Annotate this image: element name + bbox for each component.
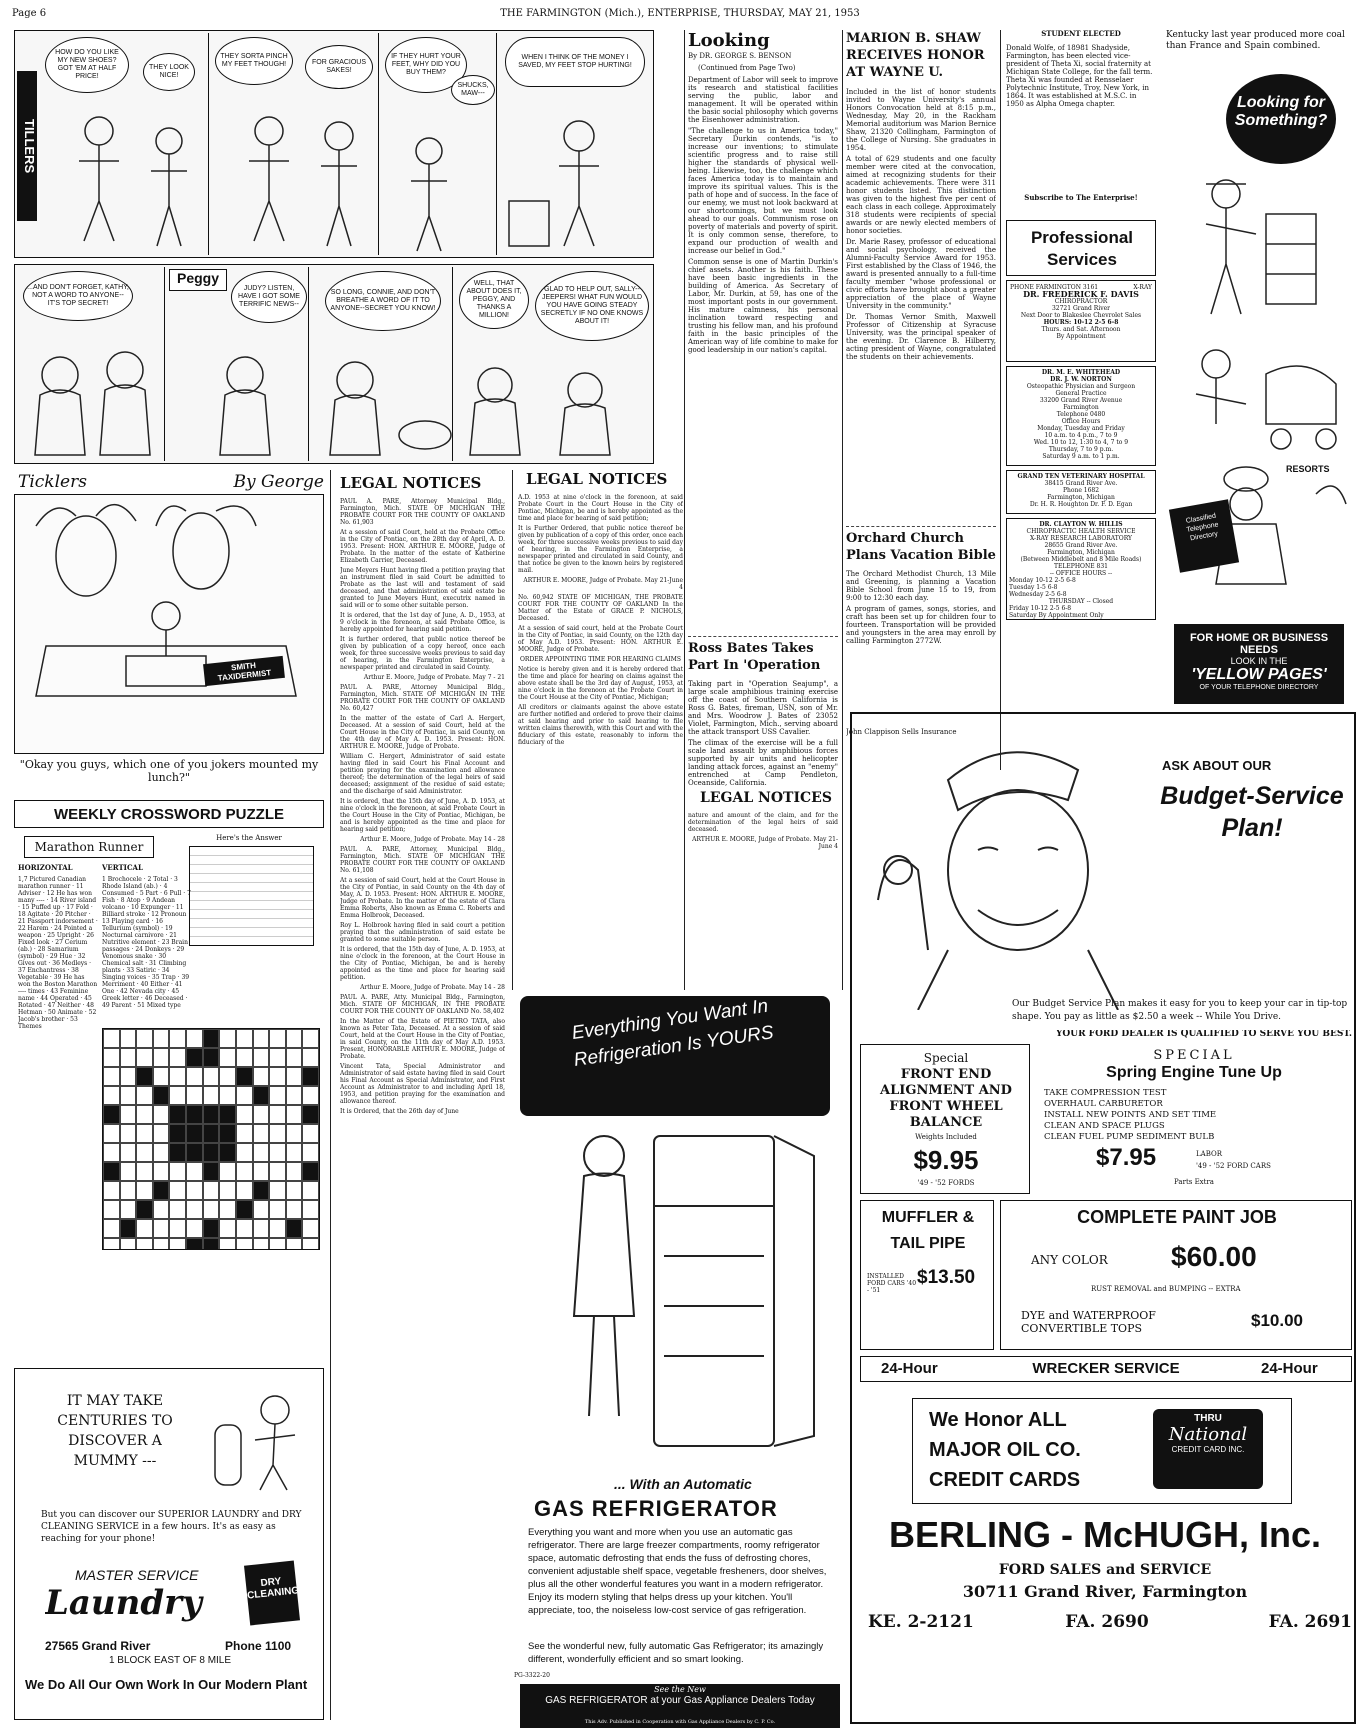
dry-cleaning-badge: DRY CLEANING bbox=[244, 1561, 300, 1626]
speech-bubble: SO LONG, CONNIE, AND DON'T BREATHE A WORD OF IT TO ANYONE--SECRET YOU KNOW! bbox=[325, 271, 441, 331]
legal-column-2: A.D. 1953 at nine o'clock in the forenoon, at said Probate Court in the Court House in the City of Pontiac, Michigan, be and is hereby appointed as the time and place for hearing of said petition; It is Further Ordered, that public notice thereof be given by publication of a copy of this order, once each week, for three successive weeks previous to said day of hearing, in the Farmington Enterprise, a newspaper printed and circulated in said County, and that notice be given to the known heirs by registered mail. ARTHUR E. MOORE, Judge of Probate. May 21-June 4 No. 60,942 STATE OF MICHIGAN, THE PROBATE COURT FOR THE COUNTY OF OAKLAND In the Matter of the Estate of GRACE P. NICHOLS, Deceased. At a session of said court, held at the Probate Court in the City of Pontiac, in said County, on the 12th day of May A.D. 1953. Present: HON. ARTHUR E. MOORE, Judge of Probate. ORDER APPOINTING TIME FOR HEARING CLAIMS Notice is hereby given and it is hereby ordered that the time and place for hearing on claims against the above estate shall be the 3rd day of August, 1953, at nine o'clock in the forenoon at the Probate Court in the Court House at the City of Pontiac, Michigan; All creditors or claimants against the above estate are further notified and ordered to prove their claims at said hearing and prior to said hearing to file written claims therewith, with this Court and with the fiduciary of this estate, reasonably to inform the fiduciary of the bbox=[518, 494, 683, 746]
article-byline: By DR. GEORGE S. BENSON bbox=[688, 52, 792, 60]
laundry-body: But you can discover our SUPERIOR LAUNDRY and DRY CLEANING SERVICE in a few hours. It's as easy as reaching for your phone! bbox=[41, 1510, 302, 1544]
legal-column-3: nature and amount of the claim, and for the determination of the legal heirs of said deceased. ARTHUR E. MOORE, Judge of Probate. May 21-June 4 bbox=[688, 812, 838, 850]
cartoon-drawing bbox=[16, 496, 322, 752]
refrigerator-product: GAS REFRIGERATOR bbox=[534, 1496, 778, 1521]
price-paint: $60.00 bbox=[1171, 1241, 1257, 1272]
yellow-pages-box: FOR HOME OR BUSINESS NEEDS LOOK IN THE 'YELLOW PAGES' OF YOUR TELEPHONE DIRECTORY bbox=[1174, 624, 1344, 704]
special-label: Special bbox=[923, 1051, 969, 1065]
fords-tuneup: '49 - '52 FORD CARS bbox=[1196, 1162, 1271, 1170]
davis-card: PHONE FARMINGTON 3161 X-RAY DR. FREDERICK F. DAVIS CHIROPRACTOR 32721 Grand River Next Door to Blakeslee Chevrolet Sales HOURS: 10-12 2-5 6-8 Thurs. and Sat. Afternoon By Appointment bbox=[1006, 280, 1156, 362]
price-dye: $10.00 bbox=[1251, 1311, 1303, 1330]
budget-body: Our Budget Service Plan makes it easy for you to keep your car in tip-top shape. You pay as little as $2.50 a week -- While You Drive. bbox=[1012, 999, 1348, 1022]
price-alignment: $9.95 bbox=[913, 1145, 979, 1175]
refrigerator-headline: Everything You Want In Refrigeration Is YOURS bbox=[520, 996, 830, 1116]
laundry-location: 1 BLOCK EAST OF 8 MILE bbox=[108, 1655, 232, 1666]
refrigerator-illustration bbox=[534, 1116, 824, 1466]
subscribe: Subscribe to The Enterprise! bbox=[1024, 194, 1138, 202]
national-card: THRU National CREDIT CARD INC. bbox=[1153, 1409, 1263, 1489]
shaw-body: Included in the list of honor students invited to Wayne University's annual Honors Convocation held at 8:15 p.m., Wednesday, May 20, in the Rackham Memorial auditorium was Marion Bernice Shaw, 21320 Collingham, Farmington of the College of Nursing. She graduates in 1954. A total of 629 students and one faculty member were cited at the convocation, aimed at recognizing students for their academic achievements. There were 311 honor students listed. This distinction was given to the highest five per cent of each class in each college. Approximately 318 students were recipients of special awards or are newly elected members of honor societies. Dr. Marie Rasey, professor of educational and social psychology, received the Alumni-Faculty Service Award for 1953. First established by the Class of 1946, the award is presented annually to a full-time faculty member "whose professional or civic efforts have brought about a greater appreciation of the place of Wayne University in the community." Dr. Thomas Vernor Smith, Maxwell Professor of Citizenship at Syracuse University, was the principal speaker of the evening. Dr. Clarence B. Hilberry, acting president of Wayne, congratulated the students on their achievements. bbox=[846, 88, 996, 361]
tuneup-items: TAKE COMPRESSION TEST OVERHAUL CARBURETOR INSTALL NEW POINTS AND SET TIME CLEAN AND SPACE PLUGS CLEAN FUEL PUMP SEDIMENT BULB bbox=[1044, 1088, 1217, 1142]
price-tuneup: $7.95 bbox=[1096, 1144, 1157, 1171]
shaw-title: MARION B. SHAW RECEIVES HONOR AT WAYNE U. bbox=[846, 31, 985, 80]
legal-heading-1: LEGAL NOTICES bbox=[340, 474, 482, 492]
comic-figures bbox=[15, 335, 654, 461]
muffler-title: MUFFLER & TAIL PIPE bbox=[881, 1209, 975, 1252]
horizontal-clues: 1,7 Pictured Canadian marathon runner · 11 Adviser · 12 He has won many ---- · 14 River island · 15 Puffed up · 17 Fold · 18 Agitate · 20 Pitcher · 21 Passport indorsement · 22 Harem · 24 Pointed a weapon · 25 Upright · 26 Fixed look · 27 Cerium (ab.) · 28 Samarium (symbol) · 29 Hue · 32 Gives out · 36 Medleys · 37 Enchantress · 38 Vegetable · 39 He has won the Boston Marathon ---- times · 43 Feminine name · 44 Operated · 45 Rotated · 47 Neither · 48 Hetman · 50 Animate · 52 Jacob's brother · 53 Themes bbox=[18, 876, 98, 1030]
wrecker-left: 24-Hour bbox=[881, 1360, 938, 1377]
divider bbox=[846, 526, 996, 528]
parts-extra: Parts Extra bbox=[1174, 1178, 1214, 1186]
wrecker-bar bbox=[860, 1356, 1352, 1382]
speech-bubble: HOW DO YOU LIKE MY NEW SHOES? GOT 'EM AT HALF PRICE! bbox=[45, 37, 129, 93]
refrigerator-body: Everything you want and more when you use an automatic gas refrigerator. There are large freezer compartments, roomy refrigerator space, automatic defrosting that ends the fuss of defrosting chores, convenient adjustable shelf space, vegetable fresheners, door shelves, plus all the other wonderful features you want in a modern refrigerator. Enjoy its modern styling that helps dress up your kitchen. You'll appreciate, too, the noiseless low-cost service of gas refrigeration. bbox=[528, 1527, 827, 1616]
baby-carriage-illustration bbox=[1166, 334, 1352, 454]
cartoon-byline: By George bbox=[233, 472, 324, 492]
article-body: Department of Labor will seek to improve its research and statistical facilities serving the public, labor and management. It will be operated within the basic social philosophy which governs the Eisenhower administration. "The challenge to us in America today," Secretary Durkin contends, "is to increase our inventions; to stimulate scientific progress and to raise still higher the standards of physical well-being. Likewise, too, the challenge which faces America today is to maintain and improve its spiritual values. This is the path of hope and of success. In the face of our enemy, we must not look backward at our shortcomings, but we must look ahead to our goals. Communism rose on poverty of materials and poverty of spirit. It is only common sense, therefore, to expand our production of wealth and increase our belief in God." Common sense is one of Martin Durkin's chief assets. Another is his faith. These have been basic ingredients in the building of America. As Secretary of Labor, Mr. Durkin, at 59, has one of the most important posts in our government. His mature calmness, his personal inclination toward respecting and trusting his fellow man, and his profound faith in the basic principles of the American way of life combine to make for good leadership in our nation's capital. bbox=[688, 76, 838, 354]
budget-plan: Budget-Service Plan! bbox=[1160, 782, 1344, 842]
strip-name: Peggy bbox=[169, 269, 227, 291]
ross-bates-title: Ross Bates Takes Part In 'Operation bbox=[688, 641, 821, 673]
vet-card: GRAND TEN VETERINARY HOSPITAL 38415 Grand River Ave. Phone 1682 Farmington, Michigan Dr. H. R. Houghton Dr. F. D. Egan bbox=[1006, 470, 1156, 514]
laundry-ad bbox=[14, 1368, 324, 1720]
cartoon-title: Ticklers bbox=[18, 472, 87, 492]
student-body: Donald Wolfe, of 18981 Shadyside, Farmington, has been elected vice-president of Theta Xi, social fraternity at Michigan State College, for the fall term. Theta Xi was founded at Rensselaer Polytechnic Institute, Troy, New York, in 1864. It was established at M.S.C. in 1950 as Alpha Omega chapter. bbox=[1006, 44, 1153, 108]
column-rule bbox=[684, 30, 685, 990]
mummy-illustration bbox=[205, 1385, 315, 1495]
phone-fa2: FA. 2691 bbox=[1268, 1612, 1352, 1632]
directory-book bbox=[1169, 499, 1239, 572]
laundry-brand-top: MASTER SERVICE bbox=[75, 1567, 199, 1583]
mechanic-illustration bbox=[858, 720, 1158, 1010]
whitehead-card: DR. M. E. WHITEHEAD DR. J. W. NORTON Osteopathic Physician and Surgeon General Practice 33200 Grand River Avenue Farmington Telephone 0480 Office Hours Monday, Tuesday and Friday 10 a.m. to 4 p.m., 7 to 9 Wed. 10 to 12, 1:30 to 4, 7 to 9 Thursday, 7 to 9 p.m. Saturday 9 a.m. to 1 p.m. bbox=[1006, 366, 1156, 466]
student-elected bbox=[1006, 30, 1156, 220]
divider bbox=[688, 636, 838, 638]
column-rule bbox=[1000, 30, 1001, 770]
vertical-label: VERTICAL bbox=[102, 864, 143, 872]
horizontal-label: HORIZONTAL bbox=[18, 864, 73, 872]
tuneup-box bbox=[1036, 1044, 1352, 1194]
alignment-box bbox=[860, 1044, 1030, 1194]
phone-fa1: FA. 2690 bbox=[1065, 1612, 1149, 1632]
masthead-title: THE FARMINGTON (Mich.), ENTERPRISE, THURSDAY, MAY 21, 1953 bbox=[500, 8, 860, 19]
cartoon-caption: "Okay you guys, which one of you jokers mounted my lunch?" bbox=[19, 758, 319, 784]
orchard-body: The Orchard Methodist Church, 13 Mile and Greening, is planning a Vacation Bible School from June 15 to 19, from 9:00 to 12:30 each day. A program of games, songs, stories, and craft has been set up for children four to fourteen. Transportation will be provided and youngsters in the area may enroll by calling Farmington 2772W. bbox=[846, 570, 996, 645]
page-number: Page 6 bbox=[12, 8, 47, 19]
banner-main: GAS REFRIGERATOR at your Gas Appliance Dealers Today bbox=[545, 1695, 815, 1706]
laundry-tagline: We Do All Our Own Work In Our Modern Plant bbox=[25, 1677, 308, 1692]
crossword-theme: Marathon Runner bbox=[24, 836, 154, 858]
column-rule bbox=[330, 470, 331, 1720]
legal-heading-2: LEGAL NOTICES bbox=[526, 470, 668, 488]
wrecker-service: WRECKER SERVICE bbox=[1032, 1360, 1180, 1377]
fords-alignment: '49 - '52 FORDS bbox=[917, 1179, 975, 1187]
ticklers-cartoon bbox=[14, 470, 324, 792]
speech-bubble: WHEN I THINK OF THE MONEY I SAVED, MY FEET STOP HURTING! bbox=[505, 37, 645, 87]
speech-bubble: ...AND DON'T FORGET, KATHY, NOT A WORD TO ANYONE--IT'S TOP SECRET! bbox=[23, 271, 133, 321]
rust-note: RUST REMOVAL and BUMPING -- EXTRA bbox=[1091, 1285, 1241, 1293]
vertical-clues: 1 Brochocele · 2 Total · 3 Rhode Island (ab.) · 4 Consumed · 5 Part · 6 Pull · 7 Fish · 8 Atop · 9 Andean volcano · 10 Expunger · 11 Billiard stroke · 12 Pronoun · 13 Playing card · 16 Tellurium (symbol) · 19 Nocturnal carnivore · 21 Nutritive element · 23 Brain passages · 24 Donkeys · 29 Venomous snake · 30 Chemical salt · 31 Climbing plants · 33 Satiric · 34 Singing voices · 35 Trap · 39 Merriment · 40 Either · 41 One · 42 Nevada city · 45 Greek letter · 46 Deceased · 49 Parent · 51 Mixed type bbox=[102, 876, 191, 1009]
speech-bubble: WELL, THAT ABOUT DOES IT, PEGGY, AND THANKS A MILLION! bbox=[459, 271, 529, 329]
paint-box bbox=[1000, 1200, 1352, 1350]
speech-bubble: GLAD TO HELP OUT, SALLY--JEEPERS! WHAT FUN WOULD YOU HAVE GOING STEADY SECRETLY IF NO ONE KNOWS ABOUT IT! bbox=[535, 271, 649, 341]
credit-card-box bbox=[912, 1398, 1292, 1504]
laundry-phone: Phone 1100 bbox=[225, 1639, 292, 1653]
crossword-title: WEEKLY CROSSWORD PUZZLE bbox=[14, 800, 324, 828]
answer-grid bbox=[189, 846, 314, 946]
article-title: Looking bbox=[688, 30, 770, 51]
paint-title: COMPLETE PAINT JOB bbox=[1077, 1207, 1277, 1227]
speech-bubble: IF THEY HURT YOUR FEET, WHY DID YOU BUY THEM? bbox=[385, 37, 467, 93]
speech-bubble: THEY LOOK NICE! bbox=[143, 53, 195, 91]
taxidermist-sign: SMITH TAXIDERMIST bbox=[203, 656, 285, 686]
gas-banner bbox=[520, 1684, 840, 1728]
legal-heading-3: LEGAL NOTICES bbox=[700, 790, 832, 806]
answer-label: Here's the Answer bbox=[216, 834, 282, 842]
laundry-brand: Laundry bbox=[45, 1583, 202, 1623]
delivery-man-illustration bbox=[1166, 164, 1352, 324]
refrigerator-body-2: See the wonderful new, fully automatic Gas Refrigerator; its amazingly different, wonderfully efficient and so smart looking. bbox=[528, 1641, 824, 1665]
student-title: STUDENT ELECTED bbox=[1041, 30, 1121, 38]
professional-title: Professional Services bbox=[1030, 228, 1134, 269]
speech-bubble: FOR GRACIOUS SAKES! bbox=[305, 45, 373, 89]
crossword bbox=[14, 800, 324, 1360]
article-continued: (Continued from Page Two) bbox=[698, 64, 796, 72]
muffler-box bbox=[860, 1200, 994, 1350]
phone-ke: KE. 2-2121 bbox=[868, 1612, 974, 1632]
legal-column-1: PAUL A. PARE, Attorney Municipal Bldg., Farmington, Mich. STATE OF MICHIGAN THE PROBATE COURT FOR THE COUNTY OF OAKLAND No. 61,903 At a session of said Court, held at the Probate Office in the City of Pontiac, on the 28th day of April, A. D. 1953. Present: HON. ARTHUR E. MOORE, Judge of Probate. In the matter of the estate of Katherine Elizabeth Carrier, Deceased. June Meyers Hunt having filed a petition praying that an instrument filed in said Court be admitted to Probate as the last will and testament of said deceased, and that administration of said estate be granted to June Meyers Hunt, executrix named in said will or to some other suitable person. It is ordered, that the 1st day of June, A. D., 1953, at 9 o'clock in the forenoon, at said Probate Office, is hereby appointed for hearing said petition. It is further ordered, that public notice thereof be given by publication of a copy hereof, once each week, for three successive weeks previous to said day of hearing, in the Farmington Enterprise, a newspaper printed and circulated in said County. Arthur E. Moore, Judge of Probate. May 7 - 21 PAUL A. PARE, Attorney Municipal Bldg., Farmington, Mich. STATE OF MICHIGAN IN THE PROBATE COURT FOR THE COUNTY OF OAKLAND No. 60,427 In the matter of the estate of Carl A. Hergert, Deceased. At a session of said Court, held at the Court House in the City of Pontiac, in said County, on the 4th day of May A. D. 1953. Present: HON. ARTHUR E. MOORE, Judge of Probate. William C. Hergert, Administrator of said estate having filed in said Court his Final Account and petition praying for the examination and allowance thereof; the determination of the legal heirs of said deceased; assignment of the residue of said estate; and the discharge of said Administrator. It is ordered, that the 15th day of June, A. D. 1953, at nine o'clock in the forenoon, at said Probate Court in the Court House in the City of Pontiac, Michigan, be and is hereby appointed as the time and place for hearing said petition; Arthur E. Moore, Judge of Probate. May 14 - 28 PAUL A. PARE, Attorney, Municipal Bldg., Farmington, Mich. STATE OF MICHIGAN THE PROBATE COURT FOR THE COUNTY OF OAKLAND No. 61,108 At a session of said Court, held at the Court House in the City of Pontiac, in said County on the 4th day of May, A. D. 1953. Present: HON. ARTHUR E. MOORE, Judge of Probate. In the matter of the estate of Clara Emma Roberts, Also known as Emma C. Roberts and Emma Holbrook, Deceased. Roy L. Holbrook having filed in said court a petition praying that the administration of said estate be granted to some suitable person. It is ordered, that the 15th day of June, A. D. 1953, at nine o'clock in the forenoon, at the Court House in the City of Pontiac, Michigan, be and is hereby appointed as the time and place for hearing said petition. Arthur E. Moore, Judge of Probate. May 14 - 28 PAUL A. PARE, Atty. Municipal Bldg., Farmington, Mich. STATE OF MICHIGAN, IN THE PROBATE COURT FOR THE COUNTY OF OAKLAND No. 58,402 In the Matter of the Estate of PIETRO TATA, also known as Peter Tata, Deceased. At a session of said Court, held at the Court House in the City of Pontiac, in said County, on the 11th day of May A.D. 1953. Present, HONORABLE ARTHUR E. MOORE, Judge of Probate. Vincent Tata, Special Administrator and Administrator of said estate having filed in said Court his Final Account as Special Administrator, and First Account as Administrator to and including April 18, 1953, and petition praying for the examination and allowance thereof. It is Ordered, that the 26th day of June bbox=[340, 498, 505, 1115]
column-rule bbox=[842, 30, 843, 990]
laundry-address: 27565 Grand River bbox=[45, 1639, 151, 1653]
ford-ad bbox=[850, 712, 1356, 1724]
front-end: FRONT END ALIGNMENT AND FRONT WHEEL BALANCE bbox=[880, 1067, 1012, 1130]
laundry-headline: IT MAY TAKE CENTURIES TO DISCOVER A MUMMY --- bbox=[57, 1393, 173, 1469]
comic-peggy bbox=[14, 264, 654, 464]
comic-figures bbox=[39, 91, 649, 255]
shaw-article bbox=[846, 30, 996, 790]
qualified: YOUR FORD DEALER IS QUALIFIED TO SERVE YOU BEST. bbox=[1055, 1030, 1352, 1039]
dealer-address: 30711 Grand River, Farmington bbox=[962, 1582, 1248, 1601]
yellow-pages-ad bbox=[1166, 64, 1352, 704]
kentucky-filler: Kentucky last year produced more coal than France and Spain combined. bbox=[1166, 30, 1345, 51]
dye-label: DYE and WATERPROOF CONVERTIBLE TOPS bbox=[1021, 1309, 1156, 1335]
ad-code: PG-3322-20 bbox=[514, 1672, 550, 1679]
wrecker-right: 24-Hour bbox=[1261, 1360, 1318, 1377]
dealer-sub: FORD SALES and SERVICE bbox=[998, 1562, 1212, 1578]
resorts-label: RESORTS bbox=[1286, 464, 1330, 474]
hillis-card: DR. CLAYTON W. HILLIS CHIROPRACTIC HEALTH SERVICE X-RAY RESEARCH LABORATORY 28655 Grand River Ave. Farmington, Michigan (Between Middlebelt and 8 Mile Roads) TELEPHONE 831 -- OFFICE HOURS -- Monday 10-12 2-5 6-8 Tuesday 1-5 6-8 Wednesday 2-5 6-8 THURSDAY -- Closed Friday 10-12 2-5 6-8 Saturday By Appointment Only bbox=[1006, 518, 1156, 620]
any-color: ANY COLOR bbox=[1031, 1253, 1108, 1267]
ross-bates-body: Taking part in "Operation Seajump", a large scale amphibious training exercise off the coast of Southern California is Ross G. Bates, fireman, USN, son of Mr. and Mrs. Woodrow J. Bates of 23052 Violet, Farmington, Mich., serving aboard the attack transport USS Cavalier. The climax of the exercise will be a full scale land assault by amphibious forces supported by air units and helicopter landing attack forces, against an "enemy" entrenched at Camp Pendleton, Oceanside, California. bbox=[688, 680, 838, 787]
strip-name: TILLERS bbox=[17, 71, 37, 221]
book-title: Classified Telephone Directory bbox=[1185, 512, 1220, 543]
refrigerator-ad bbox=[514, 996, 846, 1720]
speech-bubble: SHUCKS, MAW--- bbox=[451, 75, 495, 105]
credit-honor: We Honor ALL MAJOR OIL CO. CREDIT CARDS bbox=[929, 1409, 1081, 1491]
ask-about: ASK ABOUT OUR bbox=[1162, 758, 1272, 773]
dealer-name: BERLING - McHUGH, Inc. bbox=[888, 1514, 1322, 1555]
speech-bubble: JUDY? LISTEN, HAVE I GOT SOME TERRIFIC NEWS-- bbox=[231, 271, 307, 323]
banner-small: This Adv. Published in Cooperation with Gas Appliance Dealers by C. P. Co. bbox=[584, 1719, 776, 1725]
comic-tillers bbox=[14, 30, 654, 258]
price-muffler: $13.50 bbox=[917, 1267, 976, 1288]
column-rule bbox=[512, 470, 513, 990]
weights: Weights Included bbox=[915, 1133, 977, 1141]
special-caps: SPECIAL bbox=[1153, 1048, 1235, 1062]
professional-title-box bbox=[1006, 220, 1156, 276]
banner-top: See the New bbox=[654, 1685, 706, 1694]
tuneup-title: Spring Engine Tune Up bbox=[1106, 1064, 1282, 1081]
crossword-grid[interactable] bbox=[102, 1028, 320, 1250]
muffler-installed: INSTALLED FORD CARS '40 - '51 bbox=[867, 1273, 917, 1294]
orchard-footer: John Clappison Sells Insurance bbox=[846, 728, 957, 736]
labor-label: LABOR bbox=[1196, 1150, 1222, 1158]
refrigerator-sub: ... With an Automatic bbox=[614, 1476, 752, 1492]
orchard-title: Orchard Church Plans Vacation Bible bbox=[846, 531, 996, 563]
speech-bubble: THEY SORTA PINCH MY FEET THOUGH! bbox=[215, 37, 293, 85]
looking-for-bubble: Looking for Something? bbox=[1226, 74, 1336, 164]
